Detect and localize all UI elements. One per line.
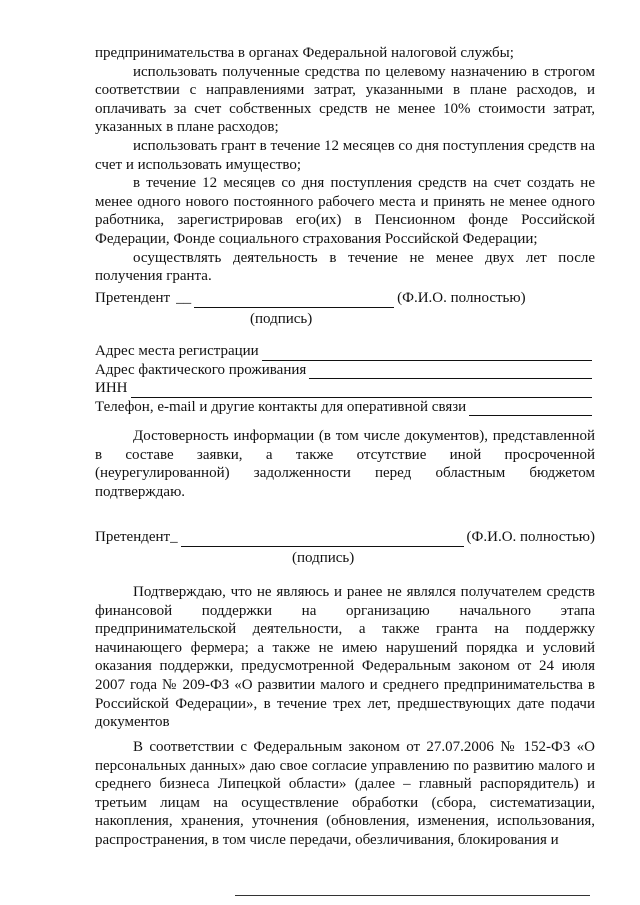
reliability-paragraph: Достоверность информации (в том числе документов), представленной в составе заявки, а также отсутствие иной просроченной (неурегулированной) задолженности перед областным бюджетом подтверждаю. — [95, 428, 595, 500]
signature-block-1 — [95, 289, 595, 328]
signature-row — [95, 528, 595, 547]
podpis-caption: (подпись) — [250, 310, 313, 327]
inn-row — [95, 379, 595, 398]
obligation-paragraph: предпринимательства в органах Федеральной налоговой службы; — [95, 45, 514, 61]
reg-address-field[interactable] — [262, 346, 592, 361]
signature-line[interactable] — [181, 532, 464, 547]
reg-address-row — [95, 342, 595, 361]
signature-prefix: _ — [170, 529, 178, 545]
confirmation-paragraph: Подтверждаю, что не являюсь и ранее не являлся получателем средств финансовой поддержки на организацию начального этапа предпринимательской деятельности, а также гранта на поддержку начинающего фермера; а также не имею нарушений порядка и условий оказания поддержки, предусмотренной Федеральным законом от 24 июля 2007 года № 209-ФЗ «О развитии малого и среднего предпринимательства в Российской Федерации», в течение трех лет, предшествующих дате подачи документов — [95, 584, 595, 731]
obligation-paragraph: осуществлять деятельность в течение не менее двух лет после получения гранта. — [95, 249, 595, 285]
signature-line[interactable] — [194, 293, 394, 308]
phone-label: Телефон, e-mail и другие контакты для оперативной связи — [95, 398, 467, 415]
obligation-paragraph: использовать полученные средства по целевому назначению в строгом соответствии с направлениями затрат, указанными в плане расходов, и оплачивать за счет собственных средств не менее 10% стоимости затрат, указанных в плане расходов; — [95, 63, 595, 136]
obligations-block — [95, 44, 595, 286]
obligation-paragraph: использовать грант в течение 12 месяцев со дня поступления средств на счет и использовать имущество; — [95, 137, 595, 173]
inn-label: ИНН — [95, 380, 128, 397]
signature-block-2 — [95, 528, 595, 567]
signature-prefix: __ — [176, 290, 192, 306]
confirmation-block — [95, 583, 595, 732]
signature-row — [95, 289, 595, 308]
applicant-label: Претендент — [95, 290, 171, 306]
fio-caption: (Ф.И.О. полностью) — [397, 290, 526, 306]
phone-row — [95, 398, 595, 417]
obligation-paragraph: в течение 12 месяцев со дня поступления средств на счет создать не менее одного нового постоянного рабочего места и принять не менее одного работника, зарегистрировав его(их) в Пенсионном фонде Российской Федерации, Фонде социального страхования Российской Федерации; — [95, 175, 595, 247]
reliability-block — [95, 427, 595, 501]
inn-field[interactable] — [131, 383, 593, 398]
podpis-caption: (подпись) — [292, 549, 355, 566]
consent-block — [95, 738, 595, 850]
phone-field[interactable] — [469, 401, 592, 416]
fact-address-label: Адрес фактического проживания — [95, 361, 307, 378]
fio-caption: (Ф.И.О. полностью) — [466, 529, 595, 545]
contacts-block — [95, 342, 595, 416]
fact-address-row — [95, 361, 595, 380]
reg-address-label: Адрес места регистрации — [95, 343, 259, 359]
fact-address-field[interactable] — [309, 364, 592, 379]
consent-paragraph: В соответствии с Федеральным законом от 27.07.2006 № 152-ФЗ «О персональных данных» даю свое согласие управлению по развитию малого и среднего бизнеса Липецкой области» (далее – главный распорядитель) и третьим лицам на осуществление обработки (сбора, систематизации, накопления, хранения, уточнения (обновления, изменения, использования, распространения, в том числе передачи, обезличивания, блокирования и — [95, 739, 595, 848]
applicant-label: Претендент — [95, 529, 171, 545]
footer-divider — [235, 895, 590, 896]
